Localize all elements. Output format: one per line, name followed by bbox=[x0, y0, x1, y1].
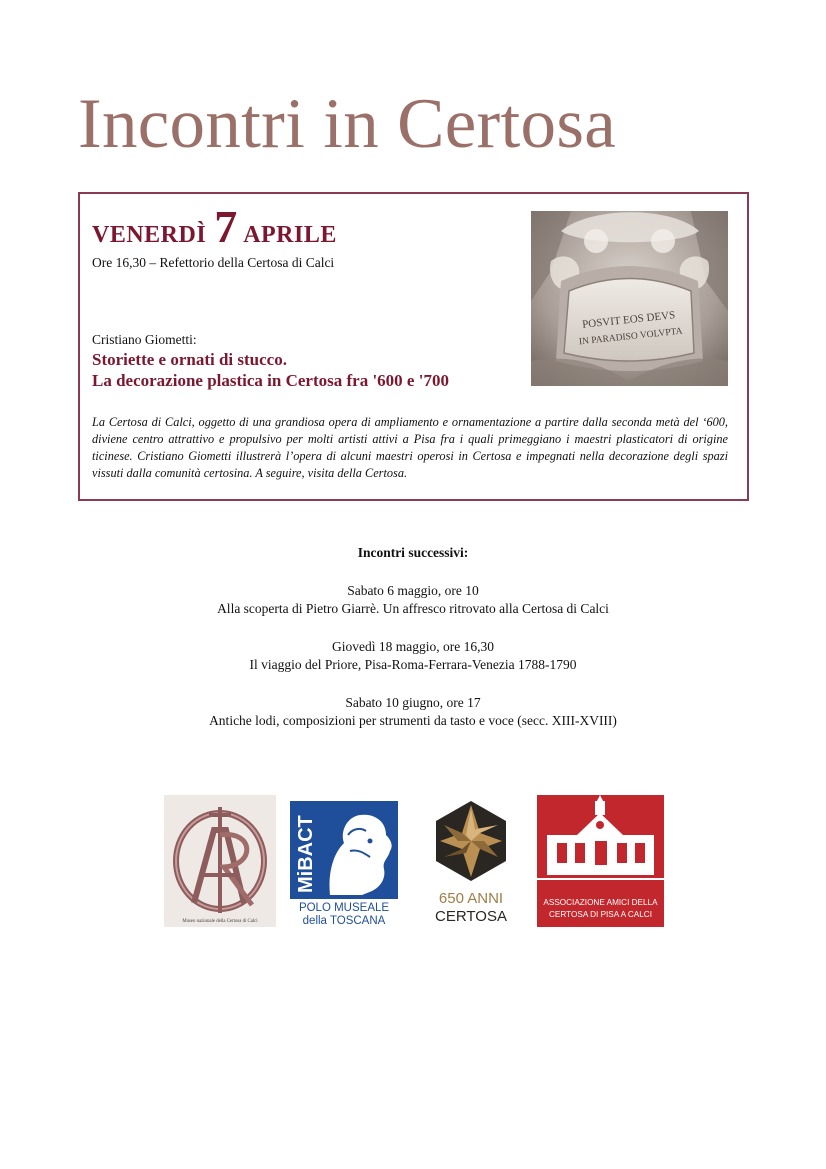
event-abstract: La Certosa di Calci, oggetto di una grandiosa opera di ampliamento e ornamentazione a partire dalla seconda metà del ‘600, diviene centro attrattivo e propulsivo per molti artisti attivi a Pisa fra i quali primeggiano i maestri plasticatori di origine ticinese. Cristiano Giometti illustrerà l’opera di alcuni maestri operosi in Certosa e impegnati nella decorazione degli spazi vissuti dalla comunità certosina. A seguire, visita della Certosa. bbox=[92, 415, 728, 480]
event-time-place: Ore 16,30 – Refettorio della Certosa di Calci bbox=[92, 255, 335, 270]
stucco-photo bbox=[531, 211, 728, 386]
upcoming-item-date: Giovedì 18 maggio, ore 16,30 bbox=[332, 639, 494, 654]
photo-inscription-1: POSVIT EOS DEVS bbox=[581, 309, 676, 331]
photo-inscription-2: IN PARADISO VOLVPTA bbox=[578, 326, 684, 348]
anni-line-1: 650 ANNI bbox=[438, 890, 504, 907]
talk-title-line-2: La decorazione plastica in Certosa fra '600 e '700 bbox=[92, 371, 449, 390]
event-date bbox=[92, 201, 337, 261]
event-day: VENERDÌ bbox=[92, 222, 207, 248]
upcoming-item bbox=[0, 582, 826, 618]
upcoming-item-title: Antiche lodi, composizioni per strumenti da tasto e voce (secc. XIII-XVIII) bbox=[209, 713, 617, 728]
event-box bbox=[78, 192, 749, 501]
upcoming-item bbox=[0, 694, 826, 730]
650-anni-certosa-logo bbox=[416, 795, 526, 927]
event-speaker: Cristiano Giometti: bbox=[92, 332, 197, 347]
upcoming-section bbox=[0, 544, 826, 750]
upcoming-item bbox=[0, 638, 826, 674]
upcoming-item-date: Sabato 6 maggio, ore 10 bbox=[347, 583, 479, 598]
page-title: Incontri in Certosa bbox=[78, 85, 617, 163]
talk-title-line-1: Storiette e ornati di stucco. bbox=[92, 350, 287, 369]
upcoming-heading: Incontri successivi: bbox=[357, 545, 469, 560]
mibact-line-2: della TOSCANA bbox=[302, 915, 386, 927]
mibact-line-1: POLO MUSEALE bbox=[298, 902, 390, 914]
museo-certosa-logo bbox=[164, 795, 276, 927]
anni-line-2: CERTOSA bbox=[435, 908, 507, 925]
event-day-number: 7 bbox=[214, 201, 238, 252]
museo-caption: Museo nazionale della Certosa di Calci bbox=[182, 919, 258, 924]
upcoming-item-title: Il viaggio del Priore, Pisa-Roma-Ferrara-Venezia 1788-1790 bbox=[249, 657, 577, 672]
amici-line-1: ASSOCIAZIONE AMICI DELLA bbox=[543, 898, 658, 907]
amici-line-2: CERTOSA DI PISA A CALCI bbox=[549, 910, 652, 919]
event-talk-title bbox=[92, 349, 522, 391]
upcoming-item-date: Sabato 10 giugno, ore 17 bbox=[345, 695, 481, 710]
event-month: APRILE bbox=[243, 222, 337, 248]
mibact-polo-museale-logo bbox=[290, 795, 398, 927]
sponsor-logos bbox=[164, 795, 664, 927]
upcoming-item-title: Alla scoperta di Pietro Giarrè. Un affresco ritrovato alla Certosa di Calci bbox=[217, 601, 609, 616]
amici-certosa-logo bbox=[537, 795, 664, 927]
mibact-vertical-text: MiBACT bbox=[295, 815, 317, 893]
